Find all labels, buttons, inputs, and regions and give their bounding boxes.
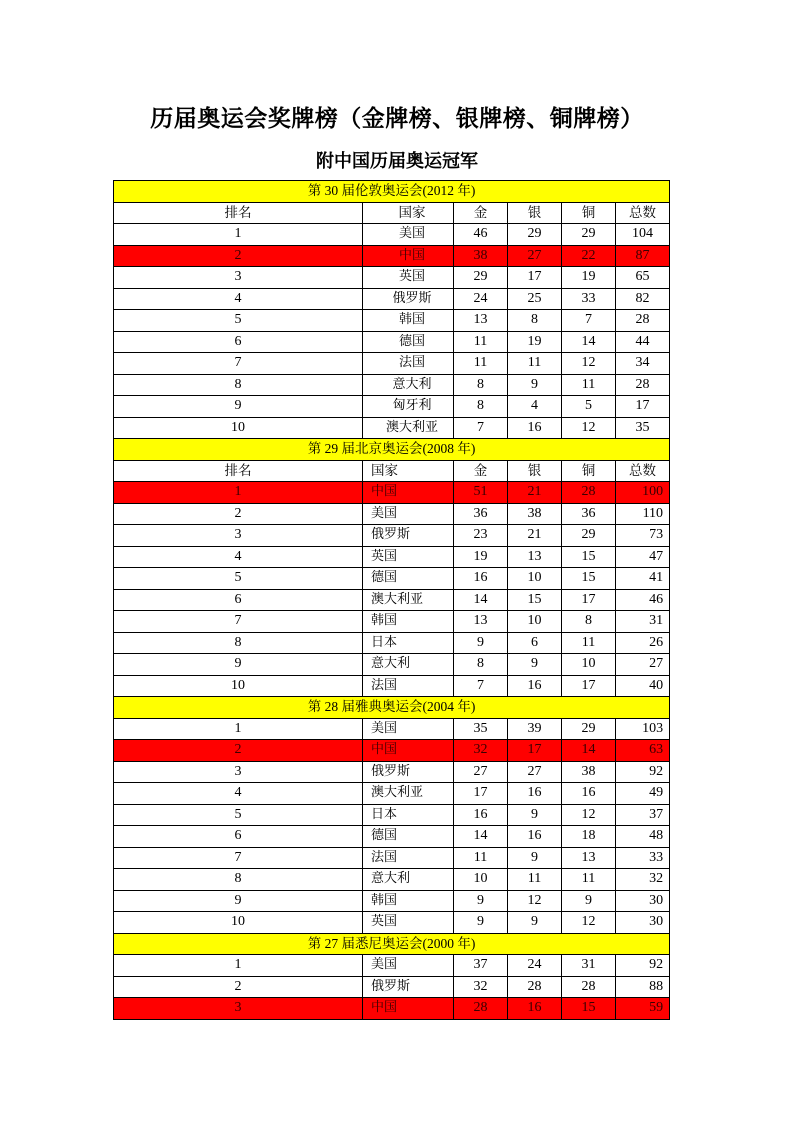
cell-gold: 8 [454,374,508,396]
games-heading: 第 30 届伦敦奥运会(2012 年) [114,181,670,203]
cell-rank: 9 [114,890,363,912]
cell-gold: 16 [454,804,508,826]
cell-silver: 16 [508,826,562,848]
cell-rank: 1 [114,224,363,246]
cell-total: 49 [616,783,670,805]
cell-total: 34 [616,353,670,375]
table-row [114,912,670,934]
cell-bronze: 28 [562,976,616,998]
cell-total: 63 [616,740,670,762]
cell-gold: 35 [454,718,508,740]
cell-bronze: 12 [562,417,616,439]
document-subtitle: 附中国历届奥运冠军 [316,151,478,172]
cell-bronze: 12 [562,804,616,826]
cell-bronze: 10 [562,654,616,676]
table-row [114,869,670,891]
cell-rank: 1 [114,955,363,977]
cell-silver: 29 [508,224,562,246]
table-row [114,847,670,869]
table-row [114,675,670,697]
cell-rank: 8 [114,869,363,891]
cell-rank: 2 [114,503,363,525]
table-row [114,224,670,246]
cell-bronze: 14 [562,740,616,762]
cell-country: 俄罗斯 [363,761,454,783]
cell-rank: 5 [114,568,363,590]
column-header-rank: 排名 [114,460,363,482]
cell-gold: 37 [454,955,508,977]
cell-bronze: 9 [562,890,616,912]
cell-rank: 9 [114,396,363,418]
table-row [114,546,670,568]
cell-gold: 51 [454,482,508,504]
cell-gold: 16 [454,568,508,590]
cell-bronze: 15 [562,546,616,568]
cell-country: 韩国 [363,611,454,633]
column-header-bronze: 铜 [562,202,616,224]
cell-bronze: 11 [562,632,616,654]
cell-silver: 6 [508,632,562,654]
cell-rank: 1 [114,718,363,740]
cell-total: 17 [616,396,670,418]
cell-total: 59 [616,998,670,1020]
cell-total: 104 [616,224,670,246]
cell-total: 35 [616,417,670,439]
cell-silver: 16 [508,783,562,805]
cell-silver: 24 [508,955,562,977]
cell-country: 美国 [363,503,454,525]
cell-rank: 6 [114,589,363,611]
cell-country: 中国 [363,740,454,762]
cell-country: 澳大利亚 [363,783,454,805]
table-row [114,310,670,332]
cell-rank: 5 [114,310,363,332]
cell-bronze: 5 [562,396,616,418]
cell-country: 中国 [363,245,454,267]
cell-bronze: 15 [562,998,616,1020]
cell-total: 44 [616,331,670,353]
cell-rank: 3 [114,998,363,1020]
cell-silver: 16 [508,998,562,1020]
cell-gold: 8 [454,654,508,676]
cell-gold: 11 [454,331,508,353]
cell-bronze: 7 [562,310,616,332]
cell-total: 47 [616,546,670,568]
cell-gold: 19 [454,546,508,568]
table-row [114,783,670,805]
column-header-total: 总数 [616,202,670,224]
table-row [114,632,670,654]
table-row [114,804,670,826]
cell-rank: 7 [114,847,363,869]
cell-gold: 17 [454,783,508,805]
cell-total: 82 [616,288,670,310]
column-header-country: 国家 [363,460,454,482]
cell-gold: 9 [454,912,508,934]
cell-country: 中国 [363,482,454,504]
cell-silver: 9 [508,654,562,676]
cell-gold: 28 [454,998,508,1020]
cell-bronze: 33 [562,288,616,310]
cell-rank: 10 [114,417,363,439]
table-row [114,503,670,525]
table-row [114,245,670,267]
cell-bronze: 28 [562,482,616,504]
cell-rank: 10 [114,675,363,697]
cell-silver: 19 [508,331,562,353]
document-title: 历届奥运会奖牌榜（金牌榜、银牌榜、铜牌榜） [150,106,644,132]
cell-total: 40 [616,675,670,697]
cell-gold: 14 [454,826,508,848]
table-row [114,417,670,439]
column-header-silver: 银 [508,460,562,482]
cell-total: 88 [616,976,670,998]
cell-rank: 6 [114,331,363,353]
cell-country: 日本 [363,804,454,826]
table-row [114,374,670,396]
cell-gold: 29 [454,267,508,289]
cell-silver: 12 [508,890,562,912]
cell-country: 英国 [363,546,454,568]
cell-silver: 15 [508,589,562,611]
column-header-silver: 银 [508,202,562,224]
cell-country: 德国 [363,826,454,848]
table-row [114,568,670,590]
cell-silver: 10 [508,611,562,633]
cell-gold: 36 [454,503,508,525]
cell-rank: 3 [114,267,363,289]
table-row [114,826,670,848]
cell-gold: 8 [454,396,508,418]
table-row [114,589,670,611]
cell-country: 英国 [363,912,454,934]
cell-gold: 13 [454,611,508,633]
table-row [114,761,670,783]
cell-country: 美国 [363,718,454,740]
cell-silver: 10 [508,568,562,590]
table-row [114,353,670,375]
cell-gold: 46 [454,224,508,246]
cell-total: 27 [616,654,670,676]
cell-gold: 32 [454,976,508,998]
cell-gold: 24 [454,288,508,310]
cell-gold: 10 [454,869,508,891]
cell-rank: 8 [114,632,363,654]
cell-bronze: 16 [562,783,616,805]
cell-bronze: 29 [562,525,616,547]
cell-rank: 4 [114,783,363,805]
cell-rank: 10 [114,912,363,934]
cell-country: 匈牙利 [363,396,454,418]
cell-country: 德国 [363,568,454,590]
cell-gold: 7 [454,675,508,697]
cell-country: 日本 [363,632,454,654]
cell-rank: 2 [114,976,363,998]
cell-country: 澳大利亚 [363,589,454,611]
cell-gold: 27 [454,761,508,783]
table-row [114,740,670,762]
cell-gold: 23 [454,525,508,547]
cell-total: 92 [616,761,670,783]
cell-bronze: 13 [562,847,616,869]
cell-country: 英国 [363,267,454,289]
cell-silver: 9 [508,374,562,396]
cell-rank: 2 [114,245,363,267]
cell-silver: 8 [508,310,562,332]
cell-silver: 9 [508,912,562,934]
cell-bronze: 22 [562,245,616,267]
cell-total: 30 [616,890,670,912]
cell-silver: 13 [508,546,562,568]
cell-gold: 9 [454,632,508,654]
games-heading: 第 27 届悉尼奥运会(2000 年) [114,933,670,955]
cell-country: 德国 [363,331,454,353]
table-row [114,525,670,547]
cell-bronze: 17 [562,589,616,611]
cell-silver: 17 [508,267,562,289]
cell-rank: 2 [114,740,363,762]
cell-silver: 9 [508,847,562,869]
cell-country: 俄罗斯 [363,525,454,547]
cell-country: 俄罗斯 [363,976,454,998]
cell-silver: 16 [508,417,562,439]
table-row [114,998,670,1020]
cell-country: 韩国 [363,890,454,912]
cell-total: 37 [616,804,670,826]
medal-table [113,180,670,1020]
table-row [114,976,670,998]
cell-bronze: 17 [562,675,616,697]
cell-bronze: 38 [562,761,616,783]
cell-total: 73 [616,525,670,547]
cell-bronze: 11 [562,374,616,396]
table-row [114,611,670,633]
cell-silver: 16 [508,675,562,697]
cell-total: 48 [616,826,670,848]
cell-rank: 4 [114,288,363,310]
cell-bronze: 36 [562,503,616,525]
cell-total: 92 [616,955,670,977]
cell-bronze: 14 [562,331,616,353]
cell-silver: 11 [508,869,562,891]
cell-silver: 11 [508,353,562,375]
table-row [114,654,670,676]
cell-total: 28 [616,374,670,396]
cell-bronze: 15 [562,568,616,590]
cell-bronze: 12 [562,353,616,375]
cell-gold: 11 [454,847,508,869]
cell-bronze: 31 [562,955,616,977]
cell-total: 103 [616,718,670,740]
cell-country: 美国 [363,955,454,977]
cell-gold: 38 [454,245,508,267]
column-header-bronze: 铜 [562,460,616,482]
cell-rank: 7 [114,353,363,375]
cell-country: 法国 [363,675,454,697]
cell-bronze: 19 [562,267,616,289]
cell-rank: 1 [114,482,363,504]
cell-gold: 11 [454,353,508,375]
cell-silver: 21 [508,482,562,504]
games-heading: 第 28 届雅典奥运会(2004 年) [114,697,670,719]
column-header-gold: 金 [454,202,508,224]
column-header-country: 国家 [363,202,454,224]
cell-rank: 6 [114,826,363,848]
cell-silver: 27 [508,245,562,267]
cell-bronze: 29 [562,718,616,740]
cell-total: 28 [616,310,670,332]
cell-total: 31 [616,611,670,633]
cell-silver: 17 [508,740,562,762]
cell-rank: 5 [114,804,363,826]
cell-bronze: 8 [562,611,616,633]
cell-bronze: 18 [562,826,616,848]
cell-silver: 38 [508,503,562,525]
cell-rank: 3 [114,525,363,547]
column-header-rank: 排名 [114,202,363,224]
table-row [114,482,670,504]
cell-country: 美国 [363,224,454,246]
cell-total: 87 [616,245,670,267]
cell-total: 30 [616,912,670,934]
cell-gold: 14 [454,589,508,611]
cell-gold: 13 [454,310,508,332]
cell-country: 法国 [363,847,454,869]
cell-silver: 28 [508,976,562,998]
cell-silver: 9 [508,804,562,826]
cell-rank: 7 [114,611,363,633]
cell-silver: 25 [508,288,562,310]
cell-gold: 32 [454,740,508,762]
cell-total: 110 [616,503,670,525]
cell-total: 26 [616,632,670,654]
games-heading: 第 29 届北京奥运会(2008 年) [114,439,670,461]
cell-bronze: 29 [562,224,616,246]
cell-country: 意大利 [363,374,454,396]
cell-silver: 21 [508,525,562,547]
cell-total: 33 [616,847,670,869]
cell-rank: 9 [114,654,363,676]
cell-total: 46 [616,589,670,611]
cell-total: 41 [616,568,670,590]
cell-bronze: 11 [562,869,616,891]
cell-total: 65 [616,267,670,289]
column-header-total: 总数 [616,460,670,482]
cell-rank: 3 [114,761,363,783]
cell-rank: 4 [114,546,363,568]
cell-silver: 39 [508,718,562,740]
table-row [114,955,670,977]
cell-bronze: 12 [562,912,616,934]
column-header-gold: 金 [454,460,508,482]
table-row [114,890,670,912]
cell-country: 中国 [363,998,454,1020]
cell-gold: 9 [454,890,508,912]
table-row [114,396,670,418]
cell-country: 意大利 [363,654,454,676]
cell-country: 法国 [363,353,454,375]
cell-country: 韩国 [363,310,454,332]
cell-total: 32 [616,869,670,891]
cell-country: 俄罗斯 [363,288,454,310]
table-row [114,267,670,289]
cell-silver: 4 [508,396,562,418]
cell-country: 意大利 [363,869,454,891]
table-row [114,288,670,310]
cell-country: 澳大利亚 [363,417,454,439]
cell-total: 100 [616,482,670,504]
table-row [114,331,670,353]
cell-rank: 8 [114,374,363,396]
table-row [114,718,670,740]
cell-silver: 27 [508,761,562,783]
cell-gold: 7 [454,417,508,439]
